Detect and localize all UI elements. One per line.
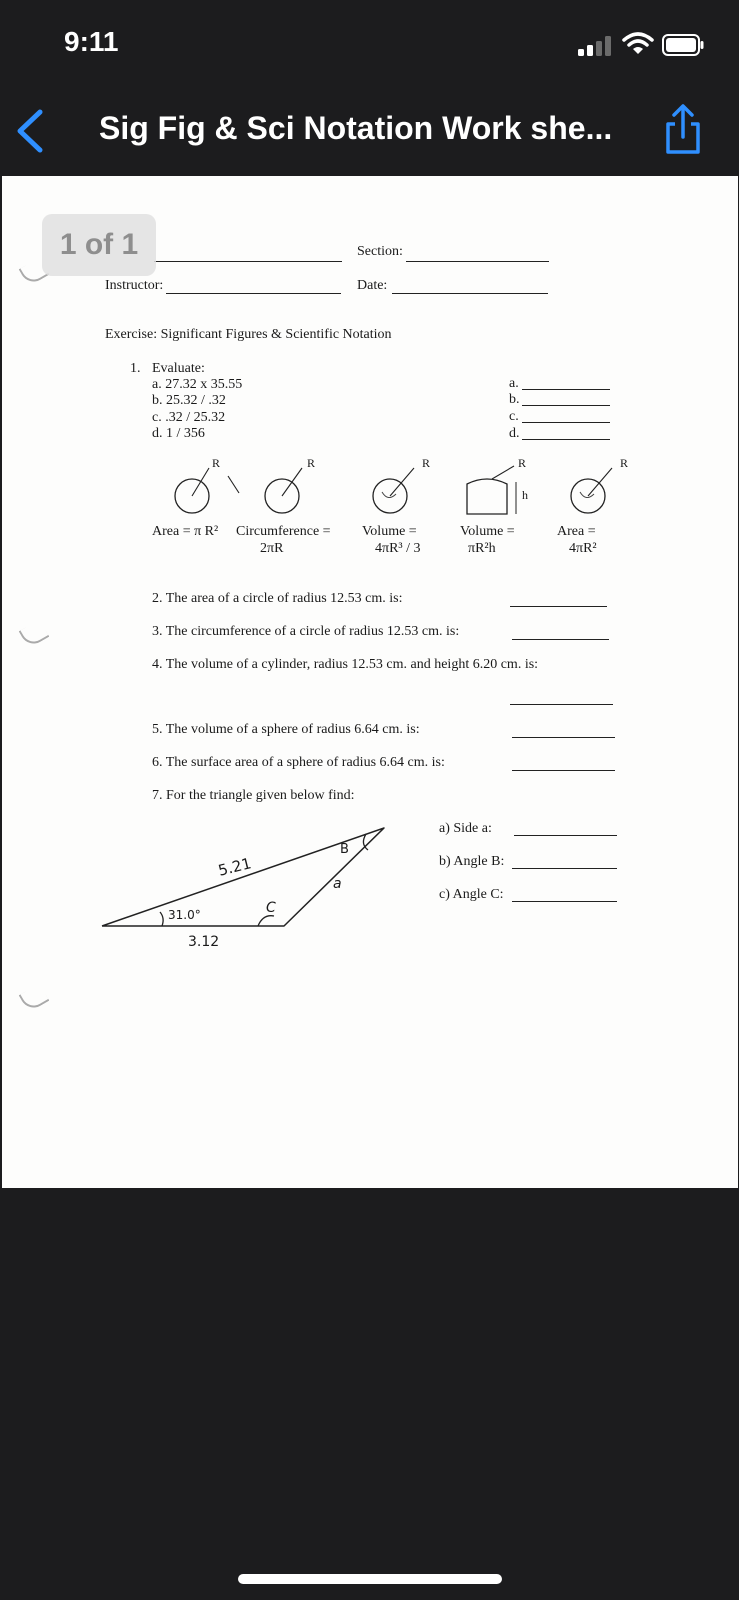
q1-item: a. 27.32 x 35.55 bbox=[152, 377, 243, 392]
document-title: Sig Fig & Sci Notation Work she... bbox=[99, 110, 613, 146]
circle-figure-icon bbox=[175, 468, 239, 513]
navigation-bar bbox=[0, 92, 739, 176]
answer-line bbox=[522, 389, 610, 390]
share-icon[interactable] bbox=[660, 104, 706, 156]
q1-number: 1. bbox=[130, 361, 141, 376]
date-label: Date: bbox=[357, 278, 388, 293]
answer-line bbox=[512, 639, 609, 640]
q1-item: b. 25.32 / .32 bbox=[152, 393, 226, 408]
answer-line bbox=[512, 868, 617, 869]
answer-line bbox=[510, 704, 613, 705]
q1-answer-label: c. bbox=[509, 409, 519, 424]
formula-line: Area = bbox=[557, 524, 596, 539]
formula-line: Circumference = bbox=[236, 524, 331, 539]
formula-line: Volume = bbox=[460, 524, 515, 539]
answer-line bbox=[510, 606, 607, 607]
exercise-title: Exercise: Significant Figures & Scientific Notation bbox=[105, 327, 392, 342]
instructor-line bbox=[166, 293, 341, 294]
status-bar bbox=[0, 0, 739, 90]
date-line bbox=[392, 293, 548, 294]
q1-item: d. 1 / 356 bbox=[152, 426, 205, 441]
instructor-label: Instructor: bbox=[105, 278, 164, 293]
question-text: 7. For the triangle given below find: bbox=[152, 788, 355, 803]
q1-label: Evaluate: bbox=[152, 361, 205, 376]
sphere-figure-icon bbox=[373, 468, 414, 513]
battery-icon bbox=[662, 34, 704, 56]
circle-figure-icon bbox=[265, 468, 302, 513]
answer-line bbox=[512, 770, 615, 771]
formula-line: Volume = bbox=[362, 524, 417, 539]
radius-label: R bbox=[518, 456, 527, 470]
radius-label: R bbox=[307, 456, 316, 470]
section-line bbox=[406, 261, 549, 262]
sphere-figure-icon bbox=[571, 468, 612, 513]
answer-line bbox=[512, 901, 617, 902]
formula-line: 2πR bbox=[260, 541, 284, 556]
name-line bbox=[154, 261, 342, 262]
formula-line: Area = π R² bbox=[152, 524, 219, 539]
triangle-part-label: b) Angle B: bbox=[439, 854, 505, 869]
formula-line: πR²h bbox=[468, 541, 496, 556]
triangle-part-label: c) Angle C: bbox=[439, 887, 504, 902]
answer-line bbox=[512, 737, 615, 738]
question-text: 6. The surface area of a sphere of radius 6.64 cm. is: bbox=[152, 755, 445, 770]
chevron-left-icon[interactable] bbox=[10, 106, 54, 156]
triangle-side-label: 5.21 bbox=[216, 854, 254, 880]
triangle-angle-label: 31.0° bbox=[168, 908, 201, 922]
triangle-diagram bbox=[98, 826, 398, 941]
cellular-signal-icon bbox=[578, 34, 614, 56]
binder-hole-icon bbox=[19, 983, 50, 1012]
binder-hole-icon bbox=[19, 619, 50, 648]
section-label: Section: bbox=[357, 244, 403, 259]
cylinder-figure-icon bbox=[467, 466, 516, 514]
status-time: 9:11 bbox=[64, 26, 119, 57]
question-text: 4. The volume of a cylinder, radius 12.53 cm. and height 6.20 cm. is: bbox=[152, 657, 539, 672]
wifi-icon bbox=[622, 32, 654, 56]
q1-answer-label: a. bbox=[509, 376, 519, 391]
radius-label: R bbox=[620, 456, 629, 470]
answer-line bbox=[522, 422, 610, 423]
question-text: 3. The circumference of a circle of radius 12.53 cm. is: bbox=[152, 624, 460, 639]
formula-line: 4πR² bbox=[569, 541, 597, 556]
radius-label: R bbox=[212, 456, 221, 470]
q1-item: c. .32 / 25.32 bbox=[152, 410, 226, 425]
document-page[interactable] bbox=[2, 176, 738, 1188]
page-indicator: 1 of 1 bbox=[42, 214, 156, 276]
answer-line bbox=[514, 835, 617, 836]
radius-label: R bbox=[422, 456, 431, 470]
triangle-vertex-label: C bbox=[266, 900, 276, 916]
formula-line: 4πR³ / 3 bbox=[375, 541, 421, 556]
home-indicator[interactable] bbox=[238, 1574, 502, 1584]
triangle-base-label: 3.12 bbox=[188, 934, 220, 950]
answer-line bbox=[522, 405, 610, 406]
geometry-figures bbox=[152, 454, 642, 520]
answer-line bbox=[522, 439, 610, 440]
height-label: h bbox=[522, 488, 528, 502]
triangle-part-label: a) Side a: bbox=[439, 821, 492, 836]
q1-answer-label: d. bbox=[509, 426, 520, 441]
triangle-side-label: a bbox=[333, 876, 342, 892]
question-text: 2. The area of a circle of radius 12.53 cm. is: bbox=[152, 591, 403, 606]
q1-answer-label: b. bbox=[509, 392, 520, 407]
triangle-vertex-label: B bbox=[340, 842, 349, 857]
question-text: 5. The volume of a sphere of radius 6.64 cm. is: bbox=[152, 722, 420, 737]
